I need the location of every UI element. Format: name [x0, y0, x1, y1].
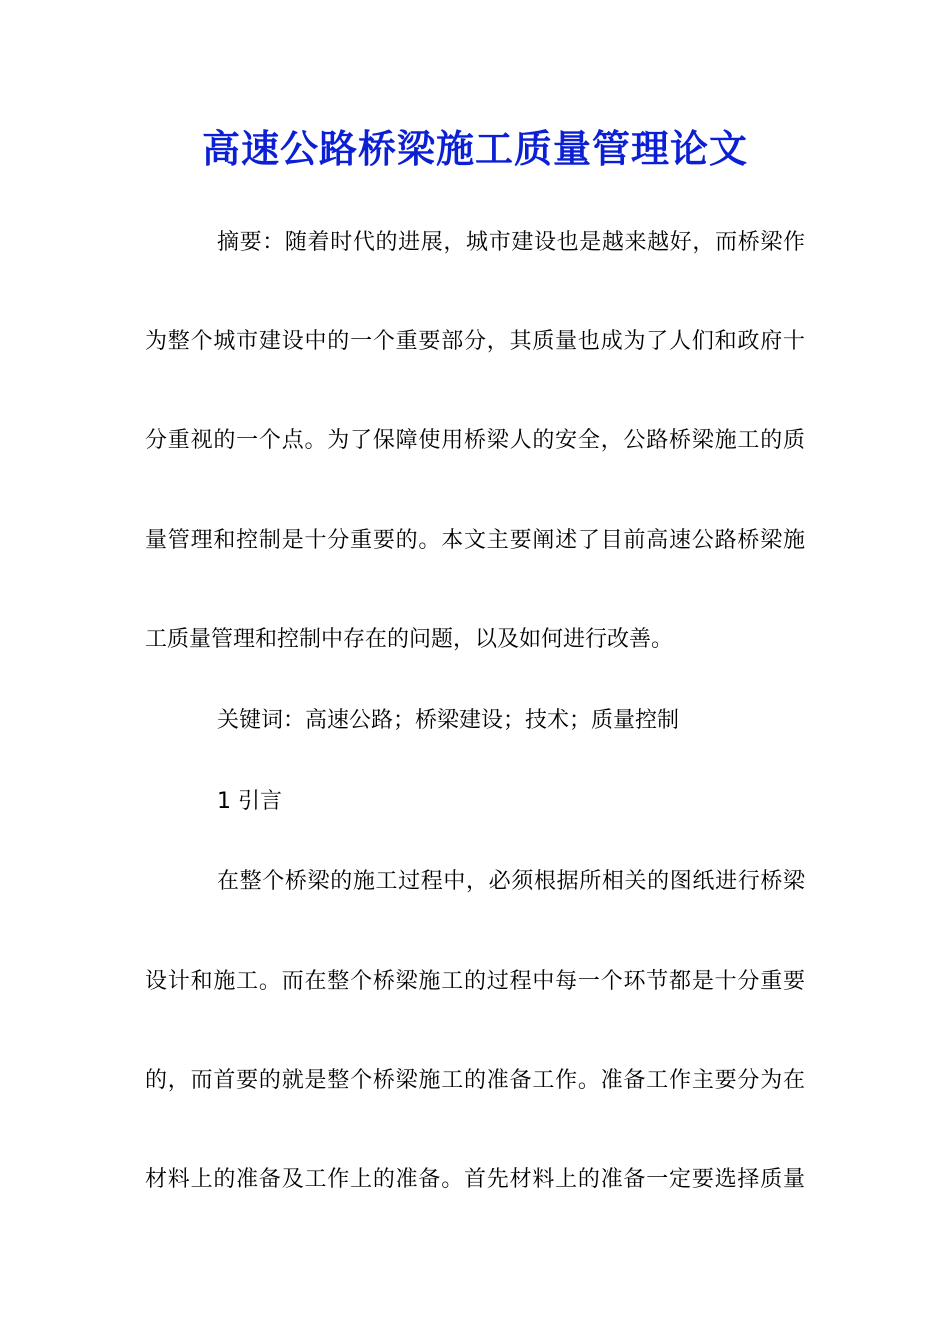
abstract-line-3: 分重视的一个点。为了保障使用桥梁人的安全，公路桥梁施工的质: [145, 428, 805, 453]
keywords-line: 关键词：高速公路；桥梁建设；技术；质量控制: [217, 708, 680, 733]
section-heading: 1 引言: [217, 789, 282, 814]
body-line-2: 设计和施工。而在整个桥梁施工的过程中每一个环节都是十分重要: [145, 969, 805, 994]
body-line-1: 在整个桥梁的施工过程中，必须根据所相关的图纸进行桥梁: [217, 869, 805, 894]
abstract-line-1: 摘要：随着时代的进展，城市建设也是越来越好，而桥梁作: [217, 230, 805, 255]
body-line-3: 的，而首要的就是整个桥梁施工的准备工作。准备工作主要分为在: [145, 1068, 805, 1093]
document-title: 高速公路桥梁施工质量管理论文: [201, 126, 748, 171]
abstract-line-5: 工质量管理和控制中存在的问题，以及如何进行改善。: [145, 627, 674, 652]
body-line-4: 材料上的准备及工作上的准备。首先材料上的准备一定要选择质量: [145, 1167, 805, 1192]
abstract-line-2: 为整个城市建设中的一个重要部分，其质量也成为了人们和政府十: [145, 329, 805, 354]
abstract-line-4: 量管理和控制是十分重要的。本文主要阐述了目前高速公路桥梁施: [145, 528, 805, 553]
